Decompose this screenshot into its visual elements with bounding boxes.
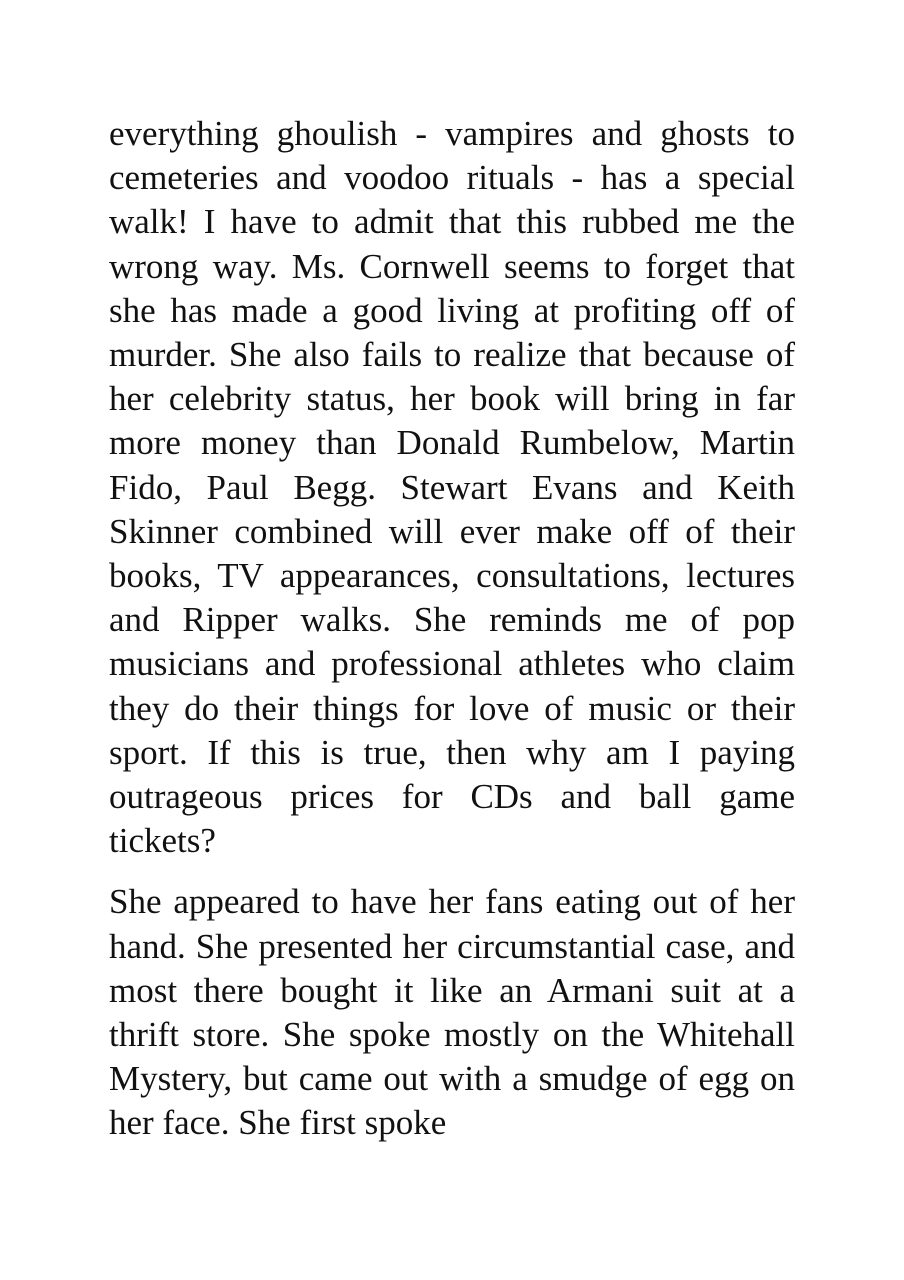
- body-paragraph-1: everything ghoulish - vampires and ghosts to cemeteries and voodoo rituals - has a special walk! I have to admit that this rubbed me the wrong way. Ms. Cornwell seems to forget that she has made a good living at profiting off of murder. She also fails to realize that because of her celebrity status, her book will bring in far more money than Donald Rumbelow, Martin Fido, Paul Begg. Stewart Evans and Keith Skinner combined will ever make off of their books, TV appearances, consultations, lectures and Ripper walks. She reminds me of pop musicians and professional athletes who claim they do their things for love of music or their sport. If this is true, then why am I paying outrageous prices for CDs and ball game tickets?: [109, 114, 795, 861]
- document-page: [109, 112, 795, 1146]
- body-paragraph-2: She appeared to have her fans eating out of her hand. She presented her circumstantial case, and most there bought it like an Armani suit at a thrift store. She spoke mostly on the Whitehall Mystery, but came out with a smudge of egg on her face. She first spoke: [109, 882, 795, 1143]
